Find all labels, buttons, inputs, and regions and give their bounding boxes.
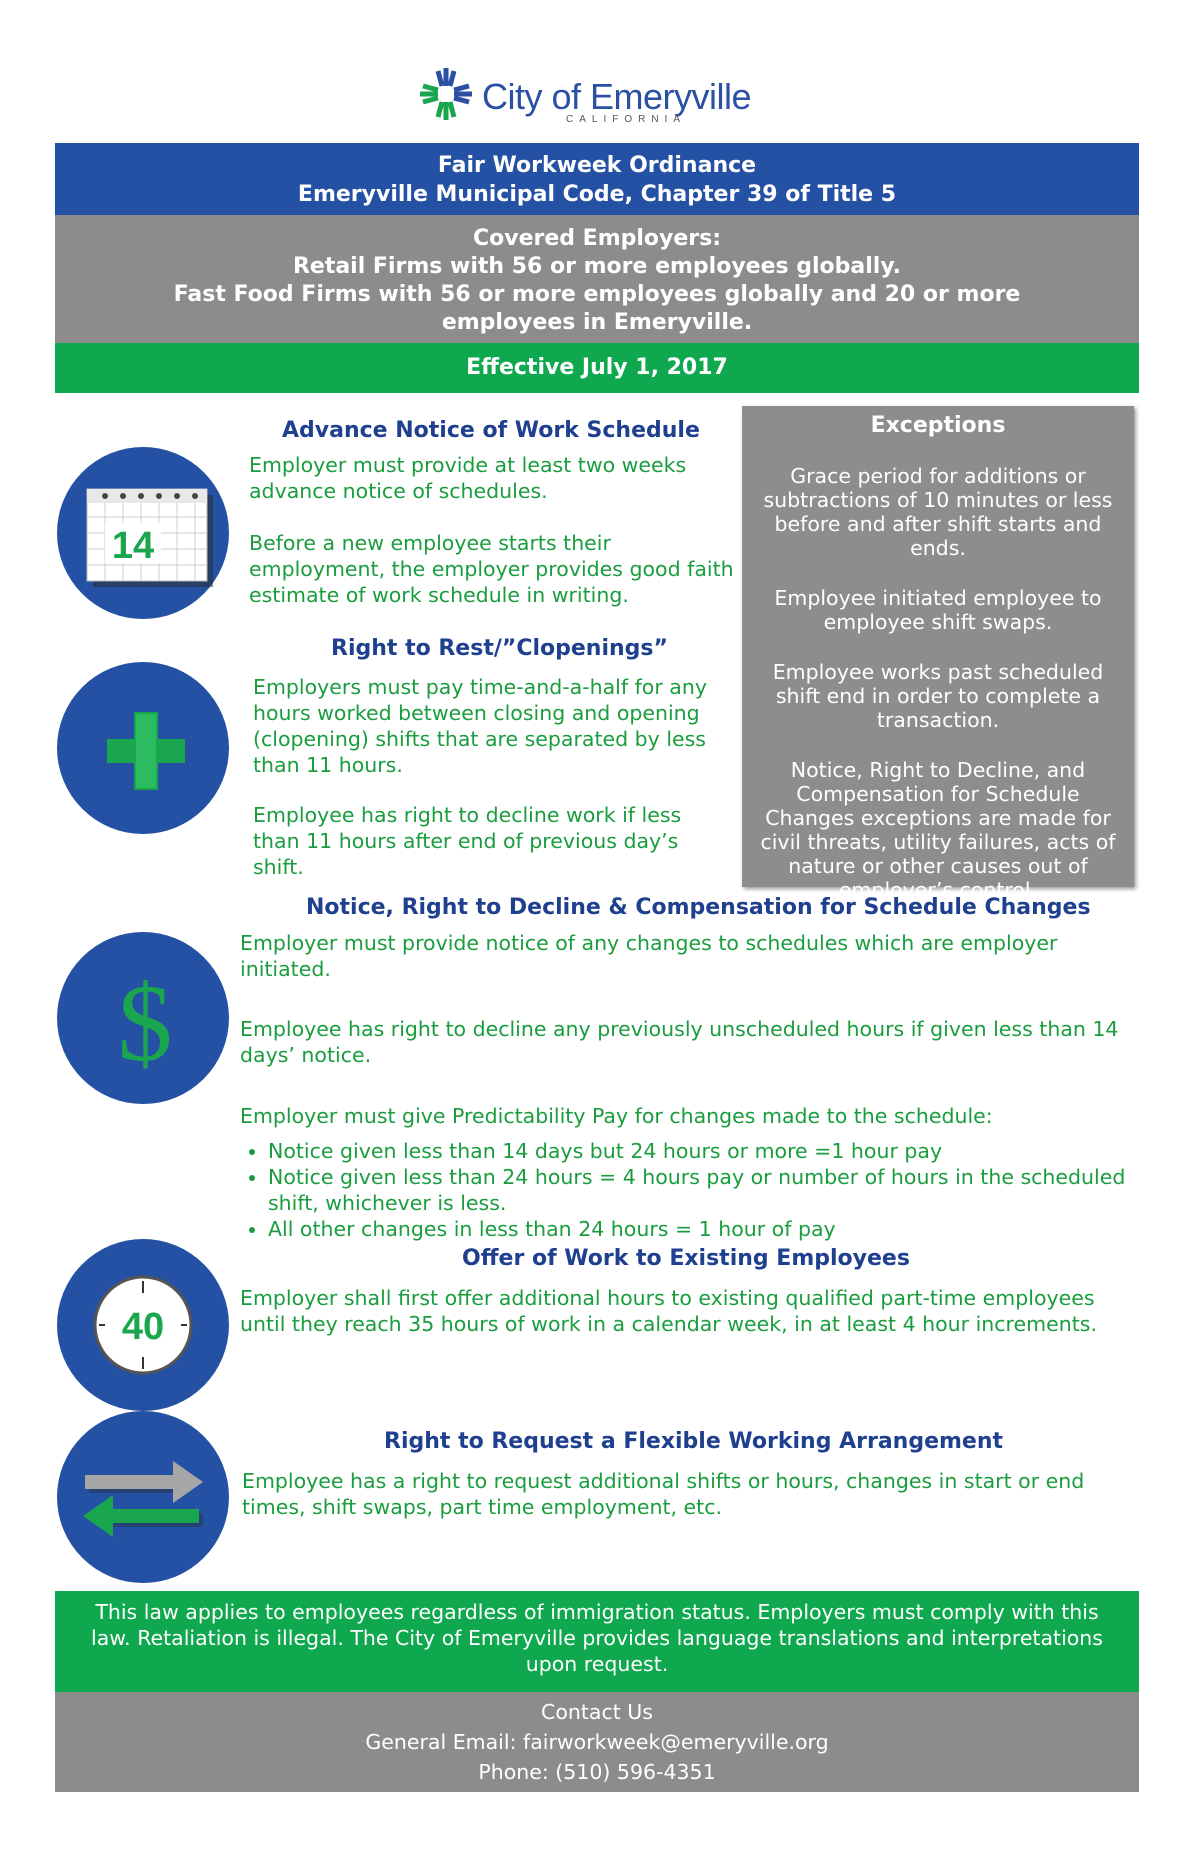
immigration-notice-banner <box>55 1591 1139 1692</box>
notice-text-2: Employee has right to decline any previously unscheduled hours if given less than 14 days’ notice. <box>240 1017 1119 1067</box>
emeryville-logo-icon <box>418 66 474 122</box>
effective-date-banner: Effective July 1, 2017 <box>55 343 1139 393</box>
notice-text-3: Employer must give Predictability Pay for changes made to the schedule: <box>240 1104 993 1128</box>
advance-notice-text-2: Before a new employee starts their employment, the employer provides good faith estimate of work schedule in writing. <box>249 531 734 607</box>
contact-phone: Phone: (510) 596-4351 <box>478 1760 716 1784</box>
exception-item: Notice, Right to Decline, and Compensation for Schedule Changes exceptions are made for civil threats, utility failures, acts of nature or other causes out of employer’s control. <box>760 758 1116 902</box>
title-banner <box>55 143 1139 215</box>
offer-of-work-text: Employer shall first offer additional hours to existing qualified part-time employees until they reach 35 hours of work in a calendar week, in at least 4 hour increments. <box>240 1286 1097 1336</box>
dollar-icon <box>57 932 229 1104</box>
list-item: • Notice given less than 24 hours = 4 hours pay or number of hours in the scheduled shift, whichever is less. <box>268 1164 1140 1216</box>
logo <box>418 66 474 122</box>
plus-icon <box>57 662 229 834</box>
flexible-working-text: Employee has a right to request additional shifts or hours, changes in start or end times, shift swaps, part time employment, etc. <box>242 1469 1085 1519</box>
exception-item: Grace period for additions or subtractions of 10 minutes or less before and after shift starts and ends. <box>763 464 1113 560</box>
contact-banner <box>55 1692 1139 1792</box>
clock-number: 40 <box>121 1306 165 1348</box>
exception-item: Employee works past scheduled shift end in order to complete a transaction. <box>772 660 1104 732</box>
list-item: • All other changes in less than 24 hours = 1 hour of pay <box>268 1216 1140 1242</box>
calendar-icon <box>57 447 229 619</box>
contact-email: General Email: fairworkweek@emeryville.org <box>365 1730 829 1754</box>
covered-heading: Covered Employers: <box>472 226 722 251</box>
exceptions-box <box>742 406 1134 902</box>
logo-name: City of Emeryville <box>482 76 752 117</box>
covered-fastfood: Fast Food Firms with 56 or more employees globally and 20 or more employees in Emeryville. <box>173 282 1021 335</box>
dollar-icon-circle <box>57 932 229 1104</box>
section-title-notice: Notice, Right to Decline & Compensation for Schedule Changes <box>306 895 1091 920</box>
clock-icon-circle <box>57 1239 229 1411</box>
contact-title: Contact Us <box>541 1700 653 1724</box>
section-title-advance-notice: Advance Notice of Work Schedule <box>282 418 700 443</box>
section-title-flexible-working: Right to Request a Flexible Working Arrangement <box>384 1429 1004 1454</box>
section-title-right-to-rest: Right to Rest/”Clopenings” <box>331 636 668 661</box>
title-line-1: Fair Workweek Ordinance <box>437 153 757 178</box>
exceptions-title: Exceptions <box>870 413 1006 438</box>
exception-item: Employee initiated employee to employee shift swaps. <box>774 586 1102 634</box>
section-title-offer-of-work: Offer of Work to Existing Employees <box>462 1246 910 1271</box>
right-to-rest-text-2: Employee has right to decline work if less than 11 hours after end of previous day’s shift. <box>253 803 682 879</box>
clock-icon <box>57 1239 229 1411</box>
logo-subtitle: CALIFORNIA <box>566 114 687 125</box>
arrows-icon-circle <box>57 1411 229 1583</box>
title-line-2: Emeryville Municipal Code, Chapter 39 of Title 5 <box>297 182 897 207</box>
dollar-symbol: $ <box>117 962 173 1084</box>
list-item: • Notice given less than 14 days but 24 hours or more =1 hour pay <box>268 1138 1140 1164</box>
covered-retail: Retail Firms with 56 or more employees globally. <box>292 254 902 279</box>
swap-arrows-icon <box>57 1411 229 1583</box>
calendar-number: 14 <box>111 525 155 567</box>
predictability-pay-list <box>240 1138 1140 1242</box>
right-to-rest-text-1: Employers must pay time-and-a-half for any hours worked between closing and opening (clopening) shifts that are separated by less than 11 hours. <box>253 675 707 777</box>
immigration-notice-text: This law applies to employees regardless of immigration status. Employers must comply with this law. Retaliation is illegal. The City of Emeryville provides language translations and interpretations upon request. <box>91 1600 1103 1676</box>
plus-icon-circle <box>57 662 229 834</box>
covered-employers-banner <box>55 215 1139 343</box>
advance-notice-text-1: Employer must provide at least two weeks advance notice of schedules. <box>249 453 687 503</box>
notice-text-1: Employer must provide notice of any changes to schedules which are employer initiated. <box>240 931 1058 981</box>
calendar-icon-circle <box>57 447 229 619</box>
